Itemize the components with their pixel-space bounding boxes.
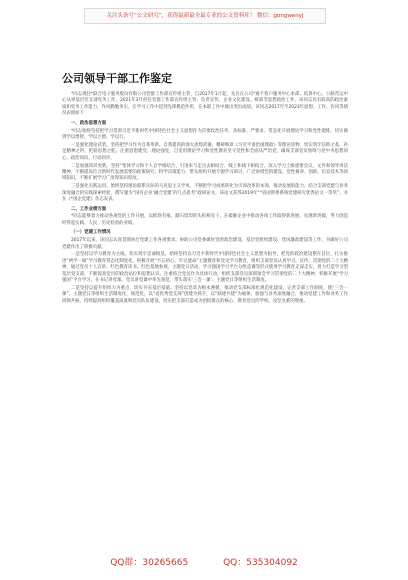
- section-heading-performance: 二、工作业绩方面: [71, 206, 107, 212]
- paragraph: 二是加强知识更新。坚持“集体学习和个人自学相结合、引进来与走出去相结合、线上和线下相结合，深入学习上级重要会议、文件和领导讲话精神，不断提高符合新时代发展需要的政策研究、科学决策能力，带头组织开展专题学习研讨，广泛讲授党的建设、党性修养、创新、信息技术等领域知识，不断扩展学习广度和知识厚度。: [62, 163, 348, 182]
- intro-paragraph: *同志现任*联合电子服务股份有限公司党群工作部宣传组主管，自2017年1月起，先后在公司*通卡客户服务中心本部、结算中心、公路营运中心从事基层党支部党务工作，2021年3月担任党群工作部宣传组主管，负责宣传、企业文化建设、统战等思想政治工作，该同志具有较高的政治素质和党务工作能力，作风勤勉务实，在学习工作中起到先锋模范作用，在本职工作中做出突出成绩。该同志2017年至2023年思想、工作、作风等情况表现如下：: [62, 92, 348, 117]
- paragraph: 一是强化理论武装。坚持把学习作为自我革新、自我提高的强大思想武器，精研细读《习近平谈治国理政》等理论读物，切实筑牢信仰之基、补足精神之钙、把稳思想之舵。注重思想建党、理论强党，自觉用理论学习和党性教育坚守党性和全面从严治党，确保支部党员始终与党中央思想同心、政治同向、行动同步。: [62, 142, 348, 161]
- paragraph: 一是坚持以学习教育为主线，切实筑牢忠诚根基。始终坚持以习近平新时代中国特色社会主义思想为指导，把党的政治建设摆在首位，扎实推进“两学一做”学习教育常态化制度化、积极开展“不忘初心、牢记使命”主题教育和党史学习教育，组织支部党员认真学习。宣传、贯彻党的二十大精神，通过党员十人宣讲、红色教育读书、红色基地参观、主题党日活动、学习强国学习平台分组竞赛等形式使用学习教育走深走实，着力打造学习型基层党支部，不断提高党员的政治站位和思想认识，注重结合党员作为具体行动，组织支部党员深刻领会学习贯彻党的二十大精神，积极开展“学习强国”平台学习，在书记讲党课、党员讲党课中率先垂范，带头落实‘三会一课’、主题党日等组织生活制度。: [62, 252, 348, 284]
- promo-banner: 关注头条号“公文研究”，获得最新最全最专业的公文资料库！ 微信：gongwenyj: [84, 8, 326, 24]
- paragraph: 2017年以来，该同志认真贯彻执行党建工作各项要求，协助公司党委做好党的政治建设、基层党组织建设、党风廉政建设等工作，为做好公司党建作出了积极贡献。: [62, 238, 348, 250]
- qq-group-number: QQ群：30265665: [110, 558, 189, 568]
- paragraph: *同志能够着力推动各项党的工作开展，以抓铁有痕、踏石留印的头衔相克干，在破解企业中推动各项工作取得新进展、实现新突破，努力创造经得起实践、人民、历史检验的业绩。: [62, 214, 348, 226]
- qq-number: QQ：535304092: [223, 558, 298, 568]
- document-title: 公司领导干部工作鉴定: [62, 72, 172, 85]
- footer-contact: [0, 555, 408, 568]
- document-body: [62, 92, 348, 307]
- paragraph: 三是强化实践运用。始终坚持理论联系实际的马克思主义学风，不断把学习成果转化为引领改革的本领、推动发展的能力，结合支部党建与业务深度融合的实践探索经验，撰写题为“国有企业‘融合党建’的几点思考”政研论文，该论文获得2019年“*省国资委系统党建研究优秀论文一等奖”，并在《*国企党建》杂志发表。: [62, 184, 348, 203]
- subsection-heading-party-building: （一）党建工作情况: [71, 230, 111, 236]
- paragraph: *同志始终坚持把学习贯彻习近平新时代中国特色社会主义思想作为首要政治任务，高标准、严要求、常态化开展理论学习和党性锻炼，切实做到学以增智、学以立德、学以行。: [62, 128, 348, 140]
- section-heading-political: 一、政治思想方面: [71, 120, 107, 126]
- paragraph: 二是坚持以提升组织力为重点，切实夯实基层基础。坚持以党章为根本遵循，推动党支部标准化规范化建设，完善支部工作制度，使“三会一课”、主题党日等组织生活制度化、规范化，以“省优秀党支部”创建为抓手，以“联建共建”为载体，加强与业务深度融合，推动党建工作和业务工作同频共振，持续提高组织覆盖质量和党员队伍建设，切实把支部打造成为团结群众的核心、教育党员的学校、攻坚克难的堡垒。: [62, 285, 348, 304]
